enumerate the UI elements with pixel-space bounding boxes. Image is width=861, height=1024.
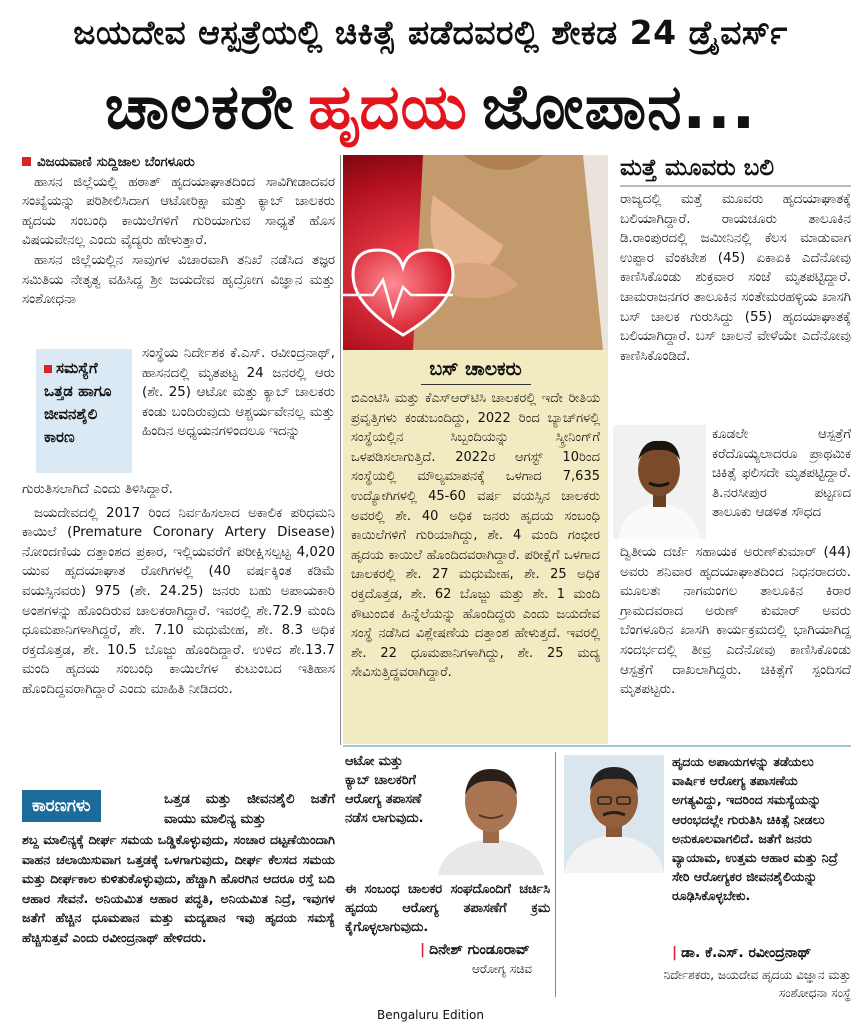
- minister-signature: | ದಿನೇಶ್ ಗುಂಡೂರಾವ್: [420, 942, 530, 958]
- director-signature: | ಡಾ. ಕೆ.ಎಸ್. ರವೀಂದ್ರನಾಥ್: [672, 945, 812, 961]
- victim-portrait: [613, 425, 706, 539]
- left-para-2-rest: ಸಂಸ್ಥೆಯ ನಿರ್ದೇಶಕ ಕೆ.ಎಸ್. ರವೀಂದ್ರನಾಥ್, ಹಾಸನದಲ್ಲಿ ಮೃತಪಟ್ಟ 24 ಜನರಲ್ಲಿ ಆರು (ಶೇ. 25) ಆಟೋ ಮತ್ತು ಕ್ಯಾಬ್ ಚಾಲಕರು ಕಂಡು ಬಂದಿರುವುದು ಆಶ್ಚರ್ಯವೇನಲ್ಲ ಮತ್ತು ಹಿಂದಿನ ಅಧ್ಯಯನಗಳಿಂದಲೂ ಇದನ್ನು: [142, 346, 335, 440]
- headline-part-1: ಚಾಲಕರೇ: [104, 70, 295, 143]
- right-para-2: ಕೂಡಲೇ ಆಸ್ಪತ್ರೆಗೆ ಕರೆದೊಯ್ಯಲಾದರೂ ಪ್ರಾಥಮಿಕ ಚಿಕಿತ್ಸೆ ಫಲಿಸದೇ ಮೃತಪಟ್ಟಿದ್ದಾರೆ. ತಿ.ನರಸೀಪುರ ಪಟ್ಟಣದ ತಾಲೂಕು ಆಡಳಿತ ಸೌಧದ: [712, 427, 851, 521]
- bus-drivers-box: [343, 350, 608, 744]
- left-para-3: ಜಯದೇವದಲ್ಲಿ 2017 ರಿಂದ ನಿರ್ವಹಿಸಲಾದ ಅಕಾಲಿಕ ಪರಿಧಮನಿ ಕಾಯಿಲೆ (Premature Coronary Artery Disease) ನೋಂದಣಿಯ ದತ್ತಾಂಶದ ಪ್ರಕಾರ, ಇಲ್ಲಿಯವರೆಗೆ ಪರೀಕ್ಷಿಸಲ್ಪಟ್ಟ 4,020 ಯುವ ಹೃದಯಾಘಾತ ರೋಗಿಗಳಲ್ಲಿ (40 ವರ್ಷಕ್ಕಿಂತ ಕಡಿಮೆ ವಯಸ್ಸಿನವರು) 975 (ಶೇ. 24.25) ಜನರು ಬಹು ಅಪಾಯಕಾರಿ ಅಂಶಗಳನ್ನು ಹೊಂದಿರುವ ಚಾಲಕರಾಗಿದ್ದಾರೆ. ಇವರಲ್ಲಿ ಶೇ.72.9 ಮಂದಿ ಧೂಮಪಾನಿಗಳಾಗಿದ್ದರೆ, ಶೇ. 7.10 ಮಧುಮೇಹ, ಶೇ. 8.3 ಅಧಿಕ ರಕ್ತದೊತ್ತಡ, ಶೇ. 10.5 ಬೊಜ್ಜು ಹೊಂದಿದ್ದಾರೆ. ಉಳಿದ ಶೇ.13.7 ಮಂದಿ ಹೃದಯ ಸಂಬಂಧಿ ಕಾಯಿಲೆಗಳ ಕುಟುಂಬದ ಇತಿಹಾಸ ಹೊಂದಿದ್ದವರಾಗಿದ್ದಾರೆ ಎಂದು ಮಾಹಿತಿ ನೀಡಿದರು.: [22, 505, 335, 697]
- minister-role: ಆರೋಗ್ಯ ಸಚಿವ: [472, 962, 532, 976]
- bus-box-title: ಬಸ್ ಚಾಲಕರು: [429, 358, 522, 380]
- left-column-bottom: [22, 480, 335, 700]
- byline-marker-icon: [22, 157, 31, 166]
- right-title-rule: [620, 185, 851, 187]
- byline: ವಿಜಯವಾಣಿ ಸುದ್ದಿಜಾಲ ಬೆಂಗಳೂರು: [22, 153, 335, 173]
- reasons-tag: ಕಾರಣಗಳು: [22, 790, 101, 822]
- director-portrait: [564, 755, 664, 873]
- right-para-1: ರಾಜ್ಯದಲ್ಲಿ ಮತ್ತೆ ಮೂವರು ಹೃದಯಾಘಾತಕ್ಕೆ ಬಲಿಯಾಗಿದ್ದಾರೆ. ರಾಯಚೂರು ತಾಲೂಕಿನ ಡಿ.ರಾಂಪುರದಲ್ಲಿ ಜಮೀನಿನಲ್ಲಿ ಕೆಲಸ ಮಾಡುವಾಗ ಉಪ್ಪಾರ ವೆಂಕಟೇಶ (45) ಏಕಾಏಕಿ ಎದೆನೋವು ಕಾಣಿಸಿಕೊಂಡು ಶುಕ್ರವಾರ ಸಂಜೆ ಮೃತಪಟ್ಟಿದ್ದಾರೆ. ಚಾಮರಾಜನಗರ ತಾಲೂಕಿನ ಸಂತೇಮರಹಳ್ಳಿಯ ಖಾಸಗಿ ಬಸ್ ಚಾಲಕ ಗುರುಸಿದ್ದು (55) ಹೃದಯಾಘಾತಕ್ಕೆ ಬಲಿಯಾಗಿದ್ದಾರೆ. ಬಸ್ ಚಾಲನೆ ವೇಳೆಯೇ ಎದೆನೋವು ಕಾಣಿಸಿಕೊಂಡಿದೆ.: [620, 192, 851, 364]
- reasons-section: [22, 790, 335, 1000]
- left-column-top: [22, 153, 335, 310]
- kicker-headline: ಜಯದೇವ ಆಸ್ಪತ್ರೆಯಲ್ಲಿ ಚಿಕಿತ್ಸೆ ಪಡೆದವರಲ್ಲಿ ಶೇಕಡ 24 ಡ್ರೈವರ್ಸ್: [73, 13, 788, 52]
- quotes-divider: [343, 745, 851, 747]
- right-para-3: ದ್ವಿತೀಯ ದರ್ಜೆ ಸಹಾಯಕ ಅರುಣ್‌ಕುಮಾರ್ (44) ಅವರು ಶನಿವಾರ ಹೃದಯಾಘಾತದಿಂದ ನಿಧನರಾದರು. ಮೂಲತಃ ನಾಗಮಂಗಲ ತಾಲೂಕಿನ ಕಿರಾರ ಗ್ರಾಮದವರಾದ ಅರುಣ್ ಕುಮಾರ್ ಅವರು ಬೆಂಗಳೂರಿನ ಖಾಸಗಿ ಕಾರ್ಯಕ್ರಮದಲ್ಲಿ ಭಾಗಿಯಾಗಿದ್ದ ಸಂದರ್ಭದಲ್ಲಿ ತೀವ್ರ ಎದೆನೋವು ಕಾಣಿಸಿಕೊಂಡು ಆಸ್ಪತ್ರೆಗೆ ದಾಖಲಾಗಿದ್ದರು. ಚಿಕಿತ್ಸೆಗೆ ಸ್ಪಂದಿಸದೆ ಮೃತಪಟ್ಟರು.: [620, 545, 851, 698]
- left-para-2-lead: ಹಾಸನ ಜಿಲ್ಲೆಯಲ್ಲಿನ ಸಾವುಗಳ ವಿಚಾರವಾಗಿ ತನಿಖೆ ನಡೆಸಿದ ತಜ್ಞರ ಸಮಿತಿಯ ನೇತೃತ್ವ ವಹಿಸಿದ್ದ ಶ್ರೀ ಜಯದೇವ ಹೃದ್ರೋಗ ವಿಜ್ಞಾನ ಮತ್ತು ಸಂಶೋಧನಾ: [22, 252, 335, 308]
- right-column-title: ಮತ್ತೆ ಮೂವರು ಬಲಿ: [620, 155, 774, 181]
- director-role: ನಿರ್ದೇಶಕರು, ಜಯದೇವ ಹೃದಯ ವಿಜ್ಞಾನ ಮತ್ತು ಸಂಶೋಧನಾ ಸಂಸ್ಥೆ: [663, 968, 851, 1000]
- left-para-1: ಹಾಸನ ಜಿಲ್ಲೆಯಲ್ಲಿ ಹಠಾತ್ ಹೃದಯಾಘಾತದಿಂದ ಸಾವಿಗೀಡಾದವರ ಸಂಖ್ಯೆಯನ್ನು ಪರಿಶೀಲಿಸಿದಾಗ ಆಟೋರಿಕ್ಷಾ ಮತ್ತು ಕ್ಯಾಬ್ ಚಾಲಕರು ಹೃದಯ ಸಂಬಂಧಿ ಕಾಯಿಲೆಗಳಿಗೆ ಗುರಿಯಾಗುವ ಸಾಧ್ಯತೆ ಹೊಸ ವಿಷಯವೇನಲ್ಲ ಎಂದು ವೈದ್ಯರು ಹೇಳುತ್ತಾರೆ.: [22, 174, 335, 249]
- reasons-lead: ಒತ್ತಡ ಮತ್ತು ಜೀವನಶೈಲಿ ಜತೆಗೆ ವಾಯು ಮಾಲಿನ್ಯ ಮತ್ತು: [164, 792, 335, 827]
- minister-quote-short: ಆಟೋ ಮತ್ತು ಕ್ಯಾಬ್ ಚಾಲಕರಿಗೆ ಆರೋಗ್ಯ ತಪಾಸಣೆ ನಡೆಸ ಲಾಗುವುದು.: [345, 754, 424, 826]
- signature-bar-icon: |: [672, 945, 678, 961]
- main-headline: [10, 62, 851, 152]
- heart-attack-photo: [343, 155, 608, 350]
- sidebox-marker-icon: [44, 365, 52, 373]
- director-quote: ಹೃದಯ ಅಪಾಯಗಳನ್ನು ತಡೆಯಲು ವಾರ್ಷಿಕ ಆರೋಗ್ಯ ತಪಾಸಣೆಯ ಅಗತ್ಯವಿದ್ದು, ಇದರಿಂದ ಸಮಸ್ಯೆಯನ್ನು ಆರಂಭದಲ್ಲೇ ಗುರುತಿಸಿ ಚಿಕಿತ್ಸೆ ನೀಡಲು ಅನುಕೂಲವಾಗಲಿದೆ. ಜತೆಗೆ ಜನರು ವ್ಯಾಯಾಮ, ಉತ್ತಮ ಆಹಾರ ಮತ್ತು ನಿದ್ರೆ ಸೇರಿ ಆರೋಗ್ಯಕರ ಜೀವನಶೈಲಿಯನ್ನು ರೂಢಿಸಿಕೊಳ್ಳಬೇಕು.: [672, 754, 838, 904]
- edition-footer: Bengaluru Edition: [376, 1008, 484, 1022]
- minister-portrait: [436, 755, 546, 875]
- minister-quote-long: ಈ ಸಂಬಂಧ ಚಾಲಕರ ಸಂಘದೊಂದಿಗೆ ಚರ್ಚಿಸಿ ಹೃದಯ ಆರೋಗ್ಯ ತಪಾಸಣೆಗೆ ಕ್ರಮ ಕೈಗೊಳ್ಳಲಾಗುವುದು.: [345, 882, 550, 935]
- quotes-divider-vertical: [555, 752, 556, 997]
- bus-title-rule: [421, 384, 531, 385]
- signature-bar-icon: |: [420, 942, 426, 958]
- reasons-body: ಶಬ್ದ ಮಾಲಿನ್ಯಕ್ಕೆ ದೀರ್ಘ ಸಮಯ ಒಡ್ಡಿಕೊಳ್ಳುವುದು, ಸಂಚಾರ ದಟ್ಟಣೆಯಿಂದಾಗಿ ವಾಹನ ಚಲಾಯಿಸುವಾಗ ಒತ್ತಡಕ್ಕೆ ಒಳಗಾಗುವುದು, ದೀರ್ಘ ಕೆಲಸದ ಸಮಯ ಮತ್ತು ದೀರ್ಘಕಾಲ ಕುಳಿತುಕೊಳ್ಳುವುದು, ಹೆಚ್ಚಾಗಿ ಹೊರಗಿನ ಆದರೂ ರಸ್ತೆ ಬದಿ ಆಹಾರ ಸೇವನೆ. ಅನಿಯಮಿತ ಆಹಾರ ಪದ್ಧತಿ, ಅನಿಯಮಿತ ನಿದ್ರೆ, ಇವುಗಳ ಜತೆಗೆ ಹೆಚ್ಚಿನ ಧೂಮಪಾನ ಮತ್ತು ಮದ್ಯಪಾನ ಇವು ಹೃದಯ ಸಮಸ್ಯೆ ಹೆಚ್ಚಿಸುತ್ತವೆ ಎಂದು ರವೀಂದ್ರನಾಥ್ ಹೇಳಿದರು.: [22, 832, 335, 945]
- heart-photo-svg: [343, 155, 608, 350]
- bus-box-body: ಬಿಎಂಟಿಸಿ ಮತ್ತು ಕೆಎಸ್‌ಆರ್‌ಟಿಸಿ ಚಾಲಕರಲ್ಲಿ ಇದೇ ರೀತಿಯ ಪ್ರವೃತ್ತಿಗಳು ಕಂಡುಬಂದಿದ್ದು, 2022 ರಿಂದ ಬ್ಯಾಚ್‌ಗಳಲ್ಲಿ ಸಂಸ್ಥೆಯಲ್ಲಿನ ಸಿಬ್ಬಂದಿಯನ್ನು ಸ್ಕ್ರೀನಿಂಗ್‌ಗೆ ಒಳಪಡಿಸಲಾಗುತ್ತಿದೆ. 2022ರ ಆಗಸ್ಟ್ 10ರಿಂದ ಸಂಸ್ಥೆಯಲ್ಲಿ ಮೌಲ್ಯಮಾಪನಕ್ಕೆ ಒಳಗಾದ 7,635 ಉದ್ಯೋಗಿಗಳಲ್ಲಿ 45-60 ವರ್ಷ ವಯಸ್ಸಿನ ಚಾಲಕರು ಅವರಲ್ಲಿ ಶೇ. 40 ಅಧಿಕ ಜನರು ಹೃದಯ ಸಂಬಂಧಿ ಕಾಯಿಲೆಗಳಿಗೆ ಗುರಿಯಾಗಿದ್ದು, ಶೇ. 4 ಮಂದಿ ಗಂಭೀರ ಹೃದಯ ಕಾಯಿಲೆ ಹೊಂದಿದವರಾಗಿದ್ದಾರೆ. ಪರೀಕ್ಷೆಗೆ ಒಳಗಾದ ಚಾಲಕರಲ್ಲಿ ಶೇ. 27 ಮಧುಮೇಹ, ಶೇ. 25 ಅಧಿಕ ರಕ್ತದೊತ್ತಡ, ಶೇ. 62 ಬೊಜ್ಜು ಮತ್ತು ಶೇ. 1 ಮಂದಿ ಕೌಟುಂಬಿಕ ಹಿನ್ನೆಲೆಯನ್ನು ಹೊಂದಿದ್ದರು ಎಂದು ಜಯದೇವ ಸಂಸ್ಥೆ ನಡೆಸಿದ ವಿಶ್ಲೇಷಣೆಯ ದತ್ತಾಂಶ ಹೇಳುತ್ತದೆ. ಇವರಲ್ಲಿ ಶೇ. 22 ಧೂಮಪಾನಿಗಳಾಗಿದ್ದು, ಶೇ. 25 ಮದ್ಯ ಸೇವಿಸುತ್ತಿದ್ದವರಾಗಿದ್ದಾರೆ.: [351, 391, 600, 681]
- left-para-2-end: ಗುರುತಿಸಲಾಗಿದೆ ಎಂದು ತಿಳಿಸಿದ್ದಾರೆ.: [22, 482, 173, 497]
- headline-red-word: ಹೃದಯ: [308, 70, 468, 143]
- headline-part-2: ಜೋಪಾನ...: [481, 70, 757, 143]
- sidebox-cause: ಸಮಸ್ಯೆಗೆ ಒತ್ತಡ ಹಾಗೂ ಜೀವನಶೈಲಿ ಕಾರಣ: [36, 349, 132, 473]
- column-divider-left: [340, 155, 341, 745]
